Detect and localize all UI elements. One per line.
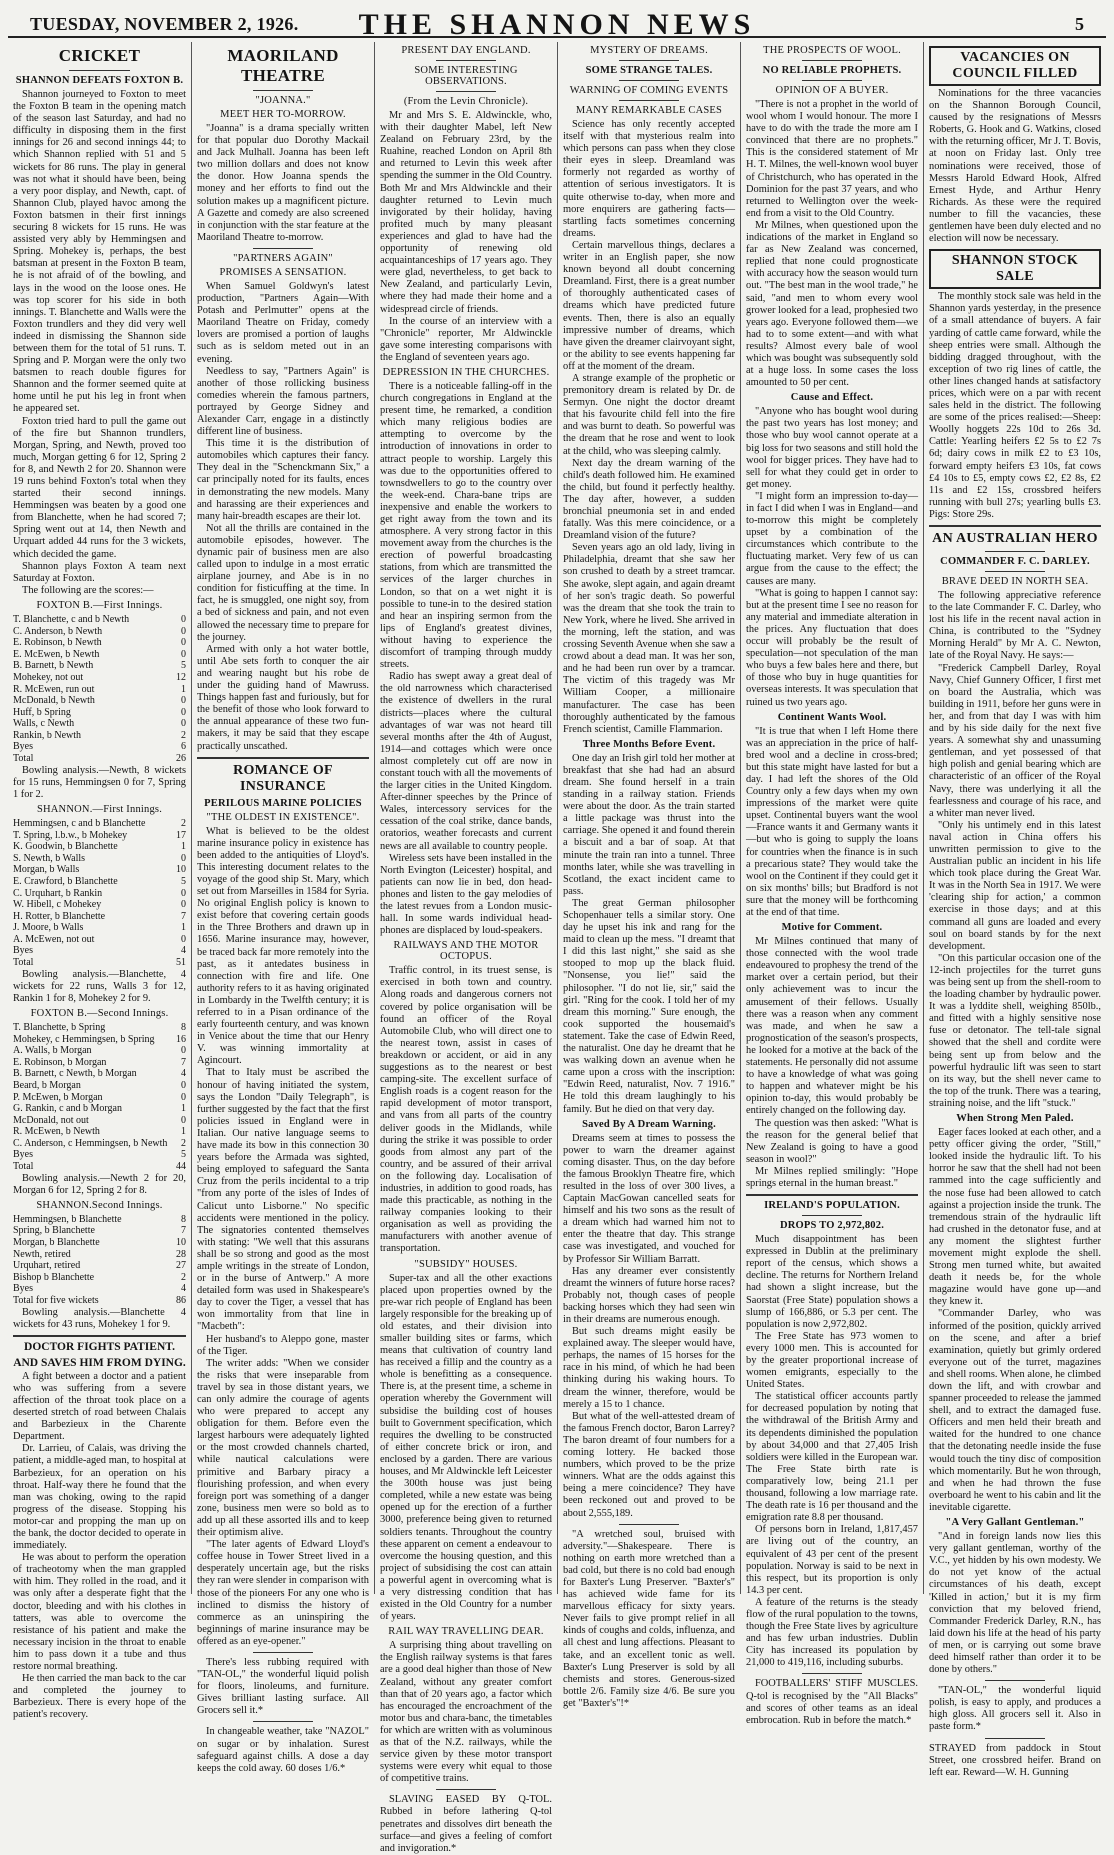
joanna-subhead: "JOANNA.": [255, 95, 311, 106]
score-row: [13, 1283, 186, 1295]
column-3: [374, 42, 557, 1854]
batsman: E. Robinson, b Morgan: [13, 1056, 107, 1068]
runs: 5: [181, 1149, 186, 1161]
paragraph: Her husband's to Aleppo gone, master of the Tiger.: [197, 1333, 369, 1357]
paragraph: There is a noticeable falling-off in the church congregations in England at the present time, he remarked, a condition which many religious bodies are attempting to overcome by the introduction of innovations in order to attract people to worship. Largely this was due to the opportunities offered to townsdwellers to go to the country over the week-end. Chara-bane trips are inexpensive and enable the workers to get right away from the town and its atmosphere. A very strong factor in this movement away from the churches is the erection of powerful broadcasting stations, from which are transmitted the services of the larger churches in London, so that on a wet night it is possible to tune-in to the desired station and hear an inspiring sermon from the lips of England's greatest divines, without having to experience the discomfort of tramping through muddy streets.: [380, 380, 552, 671]
joanna-body: [197, 123, 369, 244]
churches-body: [380, 381, 552, 937]
score-row: [13, 1103, 186, 1115]
runs: 1: [181, 1103, 186, 1115]
shannon2-title: SHANNON.Second Innings.: [36, 1199, 163, 1211]
vacancies-body: [929, 88, 1101, 245]
runs: 7: [181, 1056, 186, 1068]
runs: 0: [181, 648, 186, 660]
paragraph: "The later agents of Edward Lloyd's coffee house in Tower Street lived in a desperately uncertain age, but the risks they ran were slender in comparison with those of the pioneers For any one who is inclined to dismiss the history of commerce as an uninspiring the beginnings of marine insurance may be offered as an eye-opener.": [197, 1539, 369, 1647]
paragraph: A strange example of the prophetic or premonitory dream is related by Dr. de Sermyn. One night the doctor dreamt that his favourite child fell into the fire and was burnt to death. So powerful was the dream that he rose and went to look at the child, who was sleeping calmly.: [563, 372, 735, 457]
paragraph: Super-tax and all the other exactions placed upon properties owned by the pre-war rich people of England has been largely responsible for the breaking up of old estates, and their division into smaller building sites or farms, which means that cultivation of country land has received a fillip and the country as a whole is benefitting as a consequence. There is, at the present time, a scheme in operation whereby the Government will subsidise the building cost of houses built to Government specification, which requires the dwelling to be constructed of either concrete brick or iron, and enclosed by a garden. There are various houses, and Mr Aldwinckle left Leicester the 300th house was just being completed, while a new estate was being opened up for the erection of a further 3000, preference being given to returned soldiers tenants. Throughout the country these apparent on cement a endeavour to overcome the housing question, and this project of subsidising the cost can attain a powerful agent in overcoming what is a very distressing condition that has existed in the Old Country for a number of years.: [380, 1272, 552, 1623]
paragraph: "And in foreign lands now lies this very gallant gentleman, worthy of the V.C., yet hidden by his own modesty. We do not yet know of the actual circumstances of his death, except 'Killed in action,' but it is my firm conviction that my beloved friend, Commander Frederick Darley, R.N., has laid down his life at the head of his party of men, or is carrying out some brave deed himself rather than order it to be done by others.": [929, 1531, 1101, 1676]
runs: 0: [181, 899, 186, 911]
subsidy-body: [380, 1273, 552, 1624]
england-subhead: SOME INTERESTING OBSERVATIONS.: [414, 65, 518, 87]
batsman: Rankin, b Newth: [13, 729, 82, 741]
tanol-ad: There's less rubbing required with "TAN-OL," the wonderful liquid polish for floors, linoleums, and furniture. Gives brilliant lasting surface. All Grocers sell it.*: [197, 1656, 369, 1717]
railways-body: [380, 965, 552, 1255]
batsman: E. Crawford, b Blanchette: [13, 875, 118, 887]
foxton2-total: Total 44: [13, 1161, 186, 1173]
batsman: E. Robinson, b Newth: [13, 637, 102, 649]
paragraph: Has any dreamer ever consistently dreamt the winners of future horse races? Probably not, though cases of people backing horses which they had seen win in their dreams are numerous enough.: [563, 1265, 735, 1325]
hero-subhead: COMMANDER F. C. DARLEY.: [940, 556, 1090, 567]
rail-travel-body: [380, 1640, 552, 1785]
doctor-subhead: AND SAVES HIM FROM DYING.: [13, 1356, 186, 1369]
dreams-body-1: [563, 119, 735, 736]
qtol-ad: SLAVING EASED BY Q-TOL. Rubbed in before lathering Q-tol penetrates and dissolves dirt beneath the surface—and gives a feeling of comfort and invigoration.*: [380, 1794, 552, 1854]
score-row: [13, 922, 186, 934]
shannon2-total: Total for five wickets 86: [13, 1295, 186, 1306]
runs: 17: [176, 829, 186, 841]
paragraph: A surprising thing about travelling on the English railway systems is that fares are a good deal higher than those of New Zealand, without any greater comfort than that of 20 years ago, a factor which has encouraged the encroachment of the motor bus and chara-banc, the timetables for which are written with as voluminous as that of the N.Z. railways, while the service given by these motor transport systems were every whit equal to those of competitive trains.: [380, 1640, 552, 1785]
paragraph: Radio has swept away a great deal of the old narrowness which characterised the existence of dwellers in the rural districts—places where the cultural advantages of war was not heard till several months after the 4th of August, 1914—and cottages which were once almost completely cut off are now in constant touch with all the movements of the larger cities in the United Kingdom. After-dinner speeches by the Prince of Wales, intercessory services for the cessation of the coal strike, dance bands, oratorios, weather forecasts and current news are all available to country people.: [380, 671, 552, 852]
paragraph: "Frederick Campbell Darley, Royal Navy, Chief Gunnery Officer, I first met on board the Australia, which was building in 1911, before her guns were in her, and from that day I was with him and by his side daily for the next five years. A somewhat shy and unassuming gentleman, and yet possessed of that high polish and genial bearing which are characteristic of an officer of the Royal Navy, there was underlying it all the fearlessness and courage of his race, and a whiter man never lived.: [929, 662, 1101, 819]
paragraph: Mr Milnes replied smilingly: "Hope springs eternal in the human breast.": [746, 1165, 918, 1189]
rail-travel-subhead: RAIL WAY TRAVELLING DEAR.: [388, 1626, 544, 1638]
paragraph: "Anyone who has bought wool during the past two years has lost money; and those who buy wool cannot operate at a big loss for two seasons and still hold the wool for bigger prices. They have had to sell for what they could get in order to get money.: [746, 406, 918, 490]
paragraph: Next day the dream warning of the child's death followed him. He examined the child, but found it perfectly healthy. The day after, however, a sudden bronchial pneumonia set in and ended fatally. Was this mere coincidence, or a Dreamland vision of the future?: [563, 457, 735, 542]
shannon1-scorecard: [13, 818, 186, 957]
score-row: [13, 1225, 186, 1237]
paragraph: This time it is the distribution of automobiles which captures their fancy. They deal in the "Schenckmann Six," a car principally noted for its faults, ences in demonstrating the new models. Many and harassing are their experiences and many hair-breadth escapes are their lot.: [197, 438, 369, 522]
score-row: [13, 718, 186, 730]
batsman: C. Anderson, c Hemmingsen, b Newth: [13, 1137, 168, 1149]
runs: 1: [181, 1126, 186, 1138]
score-row: [13, 649, 186, 661]
shannon1-total: Total 51: [13, 957, 186, 969]
batsman: R. McEwen, run out: [13, 683, 95, 695]
score-row: [13, 841, 186, 853]
paragraph: Nominations for the three vacancies on the Shannon Borough Council, caused by the resignations of Messrs Roberts, G. Hook and G. Watkins, closed with the returning officer, Mr J. T. Bovis, at noon on Friday last. Only tree nominations were received, those of Messrs Harold Edward Hook, Alfred Ernest Hyde, and Arthur Henry Richards. As these were the required number to fill the vacancies, these gentlemen have been duly elected and no election will now be necessary.: [929, 88, 1101, 245]
paragraph: Seven years ago an old lady, living in Philadelphia, dreamt that she saw her son crushed to death by a street tramcar. She awoke, slept again, and again dreamt of her son's tragic death. So powerful was the dream that she took the train to New York, where he lived. She arrived in the morning, left the station, and was crossing Seventh Avenue when she saw a crowd about a dead man. It was her son, and he had been run over by a tramcar. The victim of this tragedy was Mr William Cooper, a millionaire manufacturer. The case has been thoroughly authenticated by the famous French scientist, Camille Flammarion.: [563, 542, 735, 735]
batsman: Byes: [13, 1283, 33, 1295]
partners-subhead-2: PROMISES A SENSATION.: [219, 266, 347, 278]
paragraph: In the course of an interview with a "Chronicle" reporter, Mr Aldwinckle gave some interesting comparisons with the England of seventeen years ago.: [380, 315, 552, 363]
ireland-subhead: DROPS TO 2,972,802.: [779, 1220, 885, 1232]
doctor-headline: DOCTOR FIGHTS PATIENT.: [24, 1340, 175, 1353]
score-row: [13, 684, 186, 696]
dreams-headline: MYSTERY OF DREAMS.: [590, 45, 708, 56]
paragraph: "It is true that when I left Home there was an appreciation in the price of half-bred wool and a decline in cross-bred; but this state might have lasted for but a day. I had left the shores of the Old Country only a few days when my own impressions of the market were quite upset. Continental buyers want the wool—France wants it and Germany wants it—but who is going to supply the loans for countries when the finance is in such a precarious state? They would take the wool on the Continent if they could get it on six months' bills; but Bradford is not sure that the money will be forthcoming at the end of that time.: [746, 725, 918, 918]
score-row: [13, 707, 186, 719]
ireland-headline: IRELAND'S POPULATION.: [764, 1200, 900, 1212]
runs: 0: [181, 1114, 186, 1126]
column-6: [923, 42, 1106, 1778]
runs: 0: [181, 1045, 186, 1057]
foxton2-bowling: Bowling analysis.—Newth 2 for 20, Morgan 6 for 12, Spring 2 for 8.: [13, 1172, 186, 1196]
foxton1-total: Total 26: [13, 753, 186, 765]
batsman: Huff, b Spring: [13, 706, 71, 718]
newspaper-title: THE SHANNON NEWS: [358, 8, 756, 41]
score-row: [13, 1092, 186, 1104]
score-row: [13, 1080, 186, 1092]
cricket-headline: CRICKET: [58, 46, 141, 65]
masthead: [8, 6, 1106, 41]
foxton2-scorecard: [13, 1022, 186, 1161]
batsman: T. Blanchette, b Spring: [13, 1021, 106, 1033]
score-row: [13, 1115, 186, 1127]
paragraph: The writer adds: "When we consider the risks that were inseparable from travel by sea in those distant years, we can only admire the courage of agents who were prepared to accept any obligation for them. Before even the largest harbours were adequately lighted or the most crowded channels charted, while nautical calculations were primitive and Barbary piracy a flourishing profession, and when every foreign port was something of a danger zone, business men were so bold as to add up all these assorted ills and to keep their optimism alive.: [197, 1357, 369, 1539]
paragraph: A feature of the returns is the steady flow of the rural population to the towns, though the Free State lives by agriculture and has few urban industries. Dublin City has increased its population by 21,000 to 419,116, including suburbs.: [746, 1596, 918, 1669]
runs: 10: [176, 1237, 186, 1249]
paragraph: He then carried the man back to the car and completed the journey to Barbezieux. There is every hope of the patient's recovery.: [13, 1673, 186, 1721]
cricket-body: [13, 89, 186, 597]
runs: 8: [181, 1213, 186, 1225]
wool-headline: THE PROSPECTS OF WOOL.: [763, 45, 901, 56]
runs: 0: [181, 613, 186, 625]
paragraph: Science has only recently accepted itself with that mysterious realm into which persons can pass when they close their eyes in sleep. Dreamland was formerly not regarded as worthy of attention of serious investigators. It is quite otherwise to-day, when more and more enquirers are gathering facts—startling facts sometimes concerning dreams.: [563, 119, 735, 239]
batsman: A. McEwen, not out: [13, 933, 95, 945]
batsman: B. Barnett, c Newth, b Morgan: [13, 1068, 137, 1080]
paragraph: Traffic control, in its truest sense, is exercised in both town and country. Along roads and dangerous corners not covered by police organisation will be found an officer of the Royal Automobile Club, who will direct one to the nearest town, assist in cases of breakdown or accident, or aid in any suggestions as to the nearest or best camping-site. The excellent surface of English roads is a cogent reason for the rapid development of motor transport, and vans from all parts of the country deliver goods in the Midlands, while during the strike it was possible to order goods from almost any part of the country, and be assured of their arrival on the following day. Localisation of industries, in addition to good roads, has made this practicable, as nothing in the railway companies looking to their organisation as well as providing the manufacturers with another avenue of transportation.: [380, 965, 552, 1255]
batsman: P. McEwen, b Morgan: [13, 1091, 103, 1103]
wool-body-3: [746, 726, 918, 920]
strayed-notice: STRAYED from paddock in Stout Street, one crossbred heifer. Brand on left ear. Reward—W. H. Gunning: [929, 1742, 1101, 1778]
motive-subhead: Motive for Comment.: [781, 922, 883, 934]
batsman: A. Walls, b Morgan: [13, 1045, 92, 1057]
wool-body-2: [746, 406, 918, 708]
churches-subhead: DEPRESSION IN THE CHURCHES.: [382, 366, 550, 378]
runs: 4: [181, 945, 186, 957]
paragraph: That to Italy must be ascribed the honour of having initiated the system, says the London "Daily Telegraph", is further suggested by the fact that the first policies issued in England were in Italian. Our native language seems to have made its bow in this connection 30 years before the Armada was sighted, being employed to safeguard the Santa Cruz from the perils incidental to a trip "from any porte of the isles of Indes of Calicut unto Lisborne." No specific accidents were mentioned in the policy. The signatories contented themselves with stating: "We well that this assurans shall be so strong and good as the most ample writings in the streate of London, or in the burse of Antwerp." A more detailed form was used in Shakespeare's day to cover the Tiger, a vessel that has won immortality from that line in "Macbeth":: [197, 1067, 369, 1333]
score-row: [13, 934, 186, 946]
batsman: Byes: [13, 741, 33, 753]
runs: 0: [181, 706, 186, 718]
insurance-headline: ROMANCE OF INSURANCE: [233, 762, 333, 794]
paragraph: The statistical officer accounts partly for decreased population by noting that the withdrawal of the British Army and its dependents diminished the population by about 34,000 and that 27,405 Irish soldiers were killed in the European war. The Free State birth rate is comparatively low, being 21.1 per thousand, following a low marriage rate. The death rate is 16 per thousand and the emigration rate 8.8 per thousand.: [746, 1391, 918, 1524]
batsman: H. Rotter, b Blanchette: [13, 910, 106, 922]
batsman: B. Barnett, b Newth: [13, 660, 94, 672]
batsman: Urquhart, retired: [13, 1260, 81, 1272]
batsman: Morgan, b Blanchette: [13, 1237, 100, 1249]
column-2: [191, 42, 374, 1774]
runs: 2: [181, 1271, 186, 1283]
england-body-1: [380, 110, 552, 364]
wool-body-4: [746, 936, 918, 1190]
foxton2-title: FOXTON B.—Second Innings.: [30, 1007, 169, 1019]
score-row: [13, 1045, 186, 1057]
partners-subhead: "PARTNERS AGAIN": [233, 252, 333, 264]
paragraph: "Commander Darley, who was informed of the position, quickly arrived on the scene, and after a brief examination, quietly but grimly ordered everyone out of the turret, magazines and shell rooms. When alone, he climbed down the lift, and with crowbar and spanner proceeded to release the jammed shell, and to extract the damaged fuse. Officers and men held their breath and waited for the hundred to one chance that the detonating needle inside the fuse would touch the tiny disc of composition which momentarily. But he won through, and when he had thrown the fuse overboard he went to his cabin and lit the inevitable cigarette.: [929, 1308, 1101, 1513]
batsman: J. Moore, b Walls: [13, 922, 84, 934]
runs: 7: [181, 910, 186, 922]
shannon2-scorecard: [13, 1214, 186, 1295]
runs: 6: [181, 741, 186, 753]
england-source: (From the Levin Chronicle).: [403, 96, 529, 107]
paragraph: The following are the scores:—: [22, 584, 154, 596]
score-row: [13, 1068, 186, 1080]
doctor-body: [13, 1371, 186, 1722]
score-row: [13, 1138, 186, 1150]
paragraph: Foxton tried hard to pull the game out of the fire but Shannon trundlers, Morgan, Spring, and Newth, proved too much, Morgan getting 6 for 12, Spring 2 for 8, and Newth 2 for 20. Shannon were 19 runs behind Foxton's total when they started their second innings. Hemmingsen was beaten by a good one from Blanchette, when he had scored 7; Spring went out at 14, then Newth and Urquart added 44 runs for the 3 wickets, which decided the game.: [13, 415, 186, 560]
footballers-ad: FOOTBALLERS' STIFF MUSCLES. Q-tol is recognised by the "All Blacks" and scores of other teams as an ideal embrocation. Rub in before the match.*: [746, 1678, 918, 1726]
runs: 0: [181, 887, 186, 899]
hero-body-3: [929, 1531, 1101, 1676]
paragraph: Dr. Larrieu, of Calais, was driving the patient, a middle-aged man, to hospital at Barbezieux, for an operation on his throat. Half-way there he found that the man was choking, owing to the rapid progress of the disease. Stopping his motor-car and propping the man up on the bank, the doctor decided to operate in immediately.: [13, 1443, 186, 1552]
wool-body-1: [746, 99, 918, 389]
paragraph: Needless to say, "Partners Again" is another of those rollicking business comedies wherein the famous partners, portrayed by George Sidney and Alexander Carr, engage in a distinctly different line of business.: [197, 365, 369, 438]
insurance-subhead-2: "THE OLDEST IN EXISTENCE".: [206, 811, 360, 823]
paragraph: The following appreciative reference to the late Commander F. C. Darley, who lost his life in the recent naval action in China, is contributed to the "Sydney Morning Herald" by Mr A. C. Newton, late of the Royal Navy. He says:—: [929, 590, 1101, 662]
wool-subhead-2: OPINION OF A BUYER.: [775, 85, 889, 96]
dreams-body-2: [563, 753, 735, 1116]
paragraph: Eager faces looked at each other, and a petty officer giving the order, "Still," looked inside the hydraulic lift. To his horror he saw that the shell had not been rammed into the cage sufficiently and the nose fuse had been allowed to catch against a projection inside the trunk. The tremendous strain of the hydraulic lift had crushed in the detonator fuse, and at any moment the slightest further movement might explode the shell. Strong men turned white, but awaited death it needs be, for the whole magazine would have gone up—and they knew it.: [929, 1127, 1101, 1308]
batsman: McDonald, not out: [13, 1114, 89, 1126]
paragraph: He was about to perform the operation of tracheotomy when the man grappled with him. They rolled in the road, and it was only after a desperate fight that the doctor, bleeding and with his clothes in tatters, was able to overcome the resistance of his patient and make the necessary incision in the throat to enable him to pass down it a tube and thus restore normal breathing.: [13, 1552, 186, 1673]
shannon1-bowling: Bowling analysis.—Blanchette, 4 wickets for 22 runs, Walls 3 for 12, Rankin 1 for 8, Mohekey 2 for 9.: [13, 968, 186, 1004]
dreams-subhead-3: MANY REMARKABLE CASES: [575, 105, 723, 116]
railways-subhead: RAILWAYS AND THE MOTOR OCTOPUS.: [393, 940, 539, 963]
cause-subhead: Cause and Effect.: [790, 392, 874, 404]
score-row: [13, 1237, 186, 1249]
partners-body: [197, 281, 369, 753]
batsman: Byes: [13, 945, 33, 957]
runs: 0: [181, 637, 186, 649]
runs: 0: [181, 1079, 186, 1091]
runs: 0: [181, 718, 186, 730]
runs: 4: [181, 1283, 186, 1295]
runs: 0: [181, 695, 186, 707]
batsman: Hemmingsen, b Blanchette: [13, 1213, 122, 1225]
stock-sale-body: [929, 291, 1101, 521]
runs: 5: [181, 660, 186, 672]
batsman: C. Urquhart, b Rankin: [13, 887, 103, 899]
paragraph: "On this particular occasion one of the 12-inch projectiles for the turret guns was being sent up from the shell-room to the loading chamber by hydraulic power. It was a lyddite shell, weighing 850lb., and fitted with a highly sensitive nose fuse or detonator. The tell-tale signal showed that the shell and cordite were being sent up from below and the powerful hydraulic lift was seen to start on its way, but the shell never came to the top of the trunk. There was a tearing, straining noise, and the lift "stuck.": [929, 952, 1101, 1109]
runs: 8: [181, 1021, 186, 1033]
runs: 0: [181, 625, 186, 637]
score-row: [13, 888, 186, 900]
paragraph: What is believed to be the oldest marine insurance policy in existence has been added to the antiquities of Lloyd's. This interesting document relates to the voyage of the good ship St. Mary, which set out from Marseilles in 1584 for Syria. No original English policy is known to exist before that covering certain goods in the Three Brothers and drawn up in 1656. Marine insurance may, however, be traced back far more remotely into the past, as it antedates business in connection with fire and life. One authority refers to it as having originated in Lombardy in the Twelfth century; it is referred to in a Pisan ordinance of the early fourteenth century, and was known in Venice about the time that our Henry V. was winning immortality at Agincourt.: [197, 825, 369, 1067]
paragraph: Dreams seem at times to possess the power to warn the dreamer against coming disaster. Thus, on the day before the famous Brooklyn Theatre fire, which resulted in the loss of over 300 lives, a Captain MacGowan cancelled seats for himself and his two sons as the result of a dream which had warned him not to enter the theatre that day. This strange case was investigated, and vouched for by Professor Sir William Barratt.: [563, 1132, 735, 1265]
runs: 5: [181, 875, 186, 887]
dreams-body-3: [563, 1133, 735, 1520]
score-row: [13, 830, 186, 842]
issue-date: TUESDAY, NOVEMBER 2, 1926.: [30, 14, 299, 34]
batsman: T. Spring, l.b.w., b Mohekey: [13, 829, 128, 841]
cricket-subhead: SHANNON DEFEATS FOXTON B.: [15, 75, 184, 86]
baxters-ad: "A wretched soul, bruised with adversity."—Shakespeare. There is nothing on earth more wretched than a bad cold, but there is no cold bad enough for Baxter's Lung Preserver. "Baxter's" has achieved wide fame for its marvellous efficacy for sixty years. Never fails to give prompt relief in all kinds of coughs and colds, influenza, and all chest and lung affections. Pleasant to take, and an excellent tonic as well. Baxter's Lung Preserver is sold by all chemists and stores. Generous-sized bottle 2/6. Family size 4/6. Be sure you get "Baxter's"!*: [563, 1528, 735, 1709]
paragraph: Wireless sets have been installed in the North Evington (Leicester) hospital, and patients can now lie in bed, don head-phones and listen to the gay melodies of the latest revues from a London music-hall. In some wards individual head-phones are displaced by loud-speakers.: [380, 852, 552, 937]
shannon2-bowling: Bowling analysis.—Blanchette 4 wickets for 43 runs, Mohekey 1 for 9.: [13, 1306, 186, 1330]
england-headline: PRESENT DAY ENGLAND.: [401, 45, 531, 56]
paragraph: Certain marvellous things, declares a writer in an English paper, she now known beyond all doubt concerning Dreamland. First, there is a great number of thoroughly authenticated cases of dreams which have predicted future events. Then, there is also an equally impressive number of dreams, which have given the dreamer clairvoyant sight, or the ability to see events happening far off at the moment of the dream.: [563, 239, 735, 372]
paragraph: "Joanna" is a drama specially written for that popular duo Dorothy Mackail and Jack Mulhall. Joanna has been left two million dollars and does not know the donor. How Joanna spends the money and her efforts to find out the solution makes up a magnificent picture. A Gazette and comedy are also screened in conjunction with the star feature at the Maoriland Theatre to-morrow.: [197, 123, 369, 243]
joanna-subhead-2: MEET HER TO-MORROW.: [220, 109, 346, 120]
batsman: Bishop b Blanchette: [13, 1271, 95, 1283]
foxton1-bowling: Bowling analysis.—Newth, 8 wickets for 15 runs, Hemmingsen 0 for 7, Spring 1 for 2.: [13, 764, 186, 800]
batsman: S. Newth, b Walls: [13, 852, 86, 864]
hero-subhead-2: BRAVE DEED IN NORTH SEA.: [941, 576, 1089, 587]
batsman: G. Rankin, c and b Morgan: [13, 1103, 122, 1115]
score-row: [13, 660, 186, 672]
page-number: 5: [1075, 14, 1084, 34]
score-row: [13, 853, 186, 865]
runs: 0: [181, 852, 186, 864]
batsman: E. McEwen, b Newth: [13, 648, 100, 660]
hero-body-2: [929, 1127, 1101, 1514]
column-5: [740, 42, 923, 1726]
nazol-ad: In changeable weather, take "NAZOL" on sugar or by inhalation. Surest safeguard against chills. A dose a day keeps the cold away. 60 doses 1/6.*: [197, 1726, 369, 1774]
vacancies-headline: VACANCIES ON COUNCIL FILLED: [929, 46, 1101, 86]
paragraph: Mr Milnes, when questioned upon the indications of the market in England so far as New Zealand was concerned, replied that none could prognosticate with accuracy how the season would turn out. "The best man in the wool trade," he said, "and men to whom every wool grower looked for a lead, prophesied two years ago. Everyone followed them—we had to to some extent—and with what results? Almost every bale of wool which was bought was subsequently sold at a huge loss. In some cases the loss amounted to 50 per cent.: [746, 219, 918, 389]
wool-subhead: NO RELIABLE PROPHETS.: [762, 65, 902, 76]
paragraph: The question was then asked: "What is the reason for the general belief that New Zealand is going to have a good season in wool?": [746, 1117, 918, 1165]
tanol-ad-2: "TAN-OL," the wonderful liquid polish, is easy to apply, and produces a high gloss. All grocers sell it. Also in paste form.*: [929, 1685, 1101, 1733]
score-row: [13, 876, 186, 888]
paragraph: Armed with only a hot water bottle, until Abe sets forth to conquer the air and wearing naught but his robe de under the guiding hand of Mawruss. Things happen fast and furiously, but for the benefit of those who look forward to the annual appearance of these two fun-makers, it may be said that they escape practically unscathed.: [197, 643, 369, 752]
runs: 1: [181, 922, 186, 934]
score-row: [13, 1022, 186, 1034]
batsman: Morgan, b Walls: [13, 864, 80, 876]
paragraph: "I might form an impression to-day—in fact I did when I was in England—and to-morrow this might be completely upset by a combination of the circumstances which contribute to the fluctuating market. Very few of us can argue from the cause to the effect; the causes are many.: [746, 490, 918, 587]
paragraph: But what of the well-attested dream of the famous French doctor, Baron Larrey? The baron dreamt of four numbers for a coming lottery. He backed those numbers, which proved to be the prize winners. What are the odds against this being a mere coincidence? They have been reckoned out and proved to be about 2,555,189.: [563, 1410, 735, 1519]
column-1: [8, 42, 191, 1721]
batsman: Spring, b Blanchette: [13, 1225, 95, 1237]
batsman: Mohekey, not out: [13, 671, 84, 683]
runs: 4: [181, 1068, 186, 1080]
batsman: W. Hibell, c Mohekey: [13, 899, 102, 911]
paragraph: Shannon plays Foxton A team next Saturday at Foxton.: [13, 560, 186, 584]
paragraph: The Free State has 973 women to every 1000 men. This is accounted for by the greater proportional increase of women emigrants, especially to the United States.: [746, 1330, 918, 1391]
columns: [8, 42, 1106, 1854]
insurance-subhead: PERILOUS MARINE POLICIES: [204, 797, 362, 809]
continent-subhead: Continent Wants Wool.: [777, 711, 887, 723]
paragraph: One day an Irish girl told her mother at breakfast that she had had an absurd dream. She found herself in a train standing in a railway station. Friends were about the door. As the train started a little package was thrust into the carriage. She opened it and found therein a biscuit and a bar of soap. At that minute the train ran into a tunnel. Three months later, while she was travelling in Scotland, the exact incident came to pass.: [563, 752, 735, 897]
paragraph: Mr and Mrs S. E. Aldwinckle, who, with their daughter Mabel, left New Zealand on February 23rd, by the Ruahine, reached London on April 8th and returned to Levin this week after spending the summer in the Old Country. Both Mr and Mrs Aldwinckle and their daughter returned to Levin much invigorated by their holiday, having profited much by many pleasant experiences and glad to have had the opportunity of renewing old acquaintanceships of 17 years ago. They were glad, nevertheless, to get back to New Zealand, and particularly Levin, where they had made their home and a widespread circle of friends.: [380, 110, 552, 315]
dreams-subhead: SOME STRANGE TALES.: [585, 65, 713, 76]
score-row: [13, 637, 186, 649]
paragraph: A fight between a doctor and a patient who was suffering from a severe affection of the throat took place on a deserted stretch of road between Chalais and Barbezieux in the Charente Department.: [13, 1370, 186, 1443]
paragraph: Of persons born in Ireland, 1,817,457 are living out of the country, an equivalent of 43 per cent of the present population. Norway is said to be next in this respect, but its proportion is only 14.3 per cent.: [746, 1524, 918, 1596]
paragraph: The great German philosopher Schopenhauer tells a similar story. One day he upset his ink and rang for the maid to clean up the mess. "I dreamt that I did this last night," she said as she stooped to mop up the black fluid. "Nonsense, you lie!" said the philosopher. "I do not lie, sir," said the girl. "Ring for the cook. I told her of my dream this morning." Sure enough, the cook supported the housemaid's statement. Take the case of Edwin Reed, the naturalist. One day he dreamt that he was walking down an avenue when he came upon a cross with the inscription: "Edwin Reed, naturalist, Nov. 7 1916." He told this dream laughingly to his family. But he died on that very day.: [563, 897, 735, 1115]
score-row: [13, 1126, 186, 1138]
paragraph: "What is going to happen I cannot say: but at the present time I see no reason for any material and immediate alteration in the prices. Any fluctuation that does occur will probably be the result of speculation—not speculation of the man who buys a few bales here and there, but of those who buy in huge quantities for overseas interests. It was speculation that ruined us two years ago.: [746, 587, 918, 708]
batsman: Walls, c Newth: [13, 718, 75, 730]
paragraph: "There is not a prophet in the world of wool whom I would honour. The more I have to do with the trade the more am I convinced that there are no prophets." This is the considered statement of Mr H. T. Milnes, the well-known wool buyer of Christchurch, who has operated in the Dominion for the past 37 years, and who returned to Wellington over the week-end from a visit to the Old Country.: [746, 99, 918, 219]
score-row: [13, 730, 186, 742]
score-row: [13, 864, 186, 876]
paragraph: Much disappointment has been expressed in Dublin at the preliminary report of the census, which shows a decline. The returns for Northern Ireland had shown a slight increase, but the Saorstat (Free State) population shows a slump of 166,886, or 5.3 per cent. The population is now 2,972,802.: [746, 1234, 918, 1330]
shannon1-title: SHANNON.—First Innings.: [36, 803, 163, 815]
strong-men-subhead: When Strong Men Paled.: [956, 1113, 1074, 1125]
score-row: [13, 1272, 186, 1284]
batsman: T. Blanchette, c and b Newth: [13, 613, 130, 625]
score-row: [13, 945, 186, 957]
ireland-body: [746, 1234, 918, 1669]
stock-sale-headline: SHANNON STOCK SALE: [929, 249, 1101, 289]
score-row: [13, 911, 186, 923]
runs: 2: [181, 729, 186, 741]
runs: 28: [176, 1248, 186, 1260]
score-row: [13, 899, 186, 911]
runs: 1: [181, 841, 186, 853]
paragraph: When Samuel Goldwyn's latest production, "Partners Again—With Potash and Perlmutter" opens at the Maoriland Theatre on Friday, comedy lovers are promised a portion of laughs such as is seldom meted out in an evening.: [197, 280, 369, 365]
runs: 12: [176, 671, 186, 683]
paragraph: "Only his untimely end in this latest naval action in China offers his unwritten permission to give to the Australian public an incident in his life which took place during the Great War. It was in the North Sea in 1917. We were 'clearing ship for action,' a common exercise in those days; and at this command all guns are loaded and every soul on board stands by for the next development.: [929, 819, 1101, 952]
paragraph: Mr Milnes continued that many of those connected with the wool trade endeavoured to prophesy the trend of the market over a certain period, but their only achievement was to incur the amusement of their fellows. Usually there was a reason when any comment was made, and when he saw a prognostication of the season's prospects, he looked for a motive at the back of the statements. He personally did not assume to have a knowledge of what was going to happen and whatever might be his opinion to-day, this would probably be entirely changed on the following day.: [746, 936, 918, 1117]
runs: 2: [181, 817, 186, 829]
theatre-headline: MAORILAND THEATRE: [227, 46, 339, 85]
batsman: McDonald, b Newth: [13, 695, 95, 707]
score-row: [13, 1249, 186, 1261]
foxton1-title: FOXTON B.—First Innings.: [36, 599, 163, 611]
batsman: K. Goodwin, b Blanchette: [13, 841, 118, 853]
batsman: C. Anderson, b Newth: [13, 625, 103, 637]
score-row: [13, 626, 186, 638]
hero-body-1: [929, 590, 1101, 1110]
score-row: [13, 614, 186, 626]
insurance-body: [197, 826, 369, 1648]
score-row: [13, 818, 186, 830]
batsman: Mohekey, c Hemmingsen, b Spring: [13, 1033, 155, 1045]
score-row: [13, 1214, 186, 1226]
runs: 16: [176, 1033, 186, 1045]
score-row: [13, 1260, 186, 1272]
score-row: [13, 1149, 186, 1161]
dreams-subhead-2: WARNING OF COMING EVENTS: [569, 85, 729, 96]
dream-warning-subhead: Saved By A Dream Warning.: [582, 1118, 716, 1130]
runs: 27: [176, 1260, 186, 1272]
batsman: Byes: [13, 1149, 33, 1161]
paragraph: Not all the thrills are contained in the automobile episodes, however. The dynamic pair of business men are also called upon to indulge in a most erratic airplane journey, and Abe is in no condition for fisticuffing at the time. In fact, he is smuggled, one night soy, from a bed of sickness and pain, and not even allowed the necessary time to prepare for the journey.: [197, 522, 369, 643]
runs: 0: [181, 1091, 186, 1103]
paragraph: But such dreams might easily be explained away. The sleeper would have, perhaps, the names of 15 horses for the race in his mind, of which he had been thinking during his waking hours. To dream the winner, therefore, would be merely a 15 to 1 chance.: [563, 1326, 735, 1410]
batsman: Newth, retired: [13, 1248, 71, 1260]
paragraph: The monthly stock sale was held in the Shannon yards yesterday, in the presence of a small attendance of buyers. A fair yarding of cattle came forward, while the sheep entries were small. Although the bidding dragged throughout, with the exception of two rig lines of cattle, the other lines changed hands at satisfactory prices, which were on a par with recent sales held in the district. The following are some of the prices realised:—Sheep: Woolly hoggets 22s 10d to 26s 3d. Cattle: Yearling heifers £2 5s to £2 7s 6d; dairy cows in milk £2 to £3 10s, forward empty heifers £3 10s, fat cows £4 10s to £5, empty cows £2, £2 8s, £2 11s and £2 15s, crossbred heifers running with bull 27s; yearling bulls £3. Pigs: Store 29s.: [929, 291, 1101, 520]
batsman: R. McEwen, b Newth: [13, 1126, 100, 1138]
column-4: [557, 42, 740, 1709]
score-row: [13, 1034, 186, 1046]
runs: 7: [181, 1225, 186, 1237]
runs: 0: [181, 933, 186, 945]
score-row: [13, 1057, 186, 1069]
score-row: [13, 741, 186, 753]
subsidy-subhead: "SUBSIDY" HOUSES.: [414, 1258, 518, 1270]
runs: 2: [181, 1137, 186, 1149]
foxton1-scorecard: [13, 614, 186, 753]
gallant-subhead: "A Very Gallant Gentleman.": [945, 1517, 1085, 1529]
score-row: [13, 672, 186, 684]
paragraph: Shannon journeyed to Foxton to meet the Foxton B team in the opening match of the season last Saturday, and had no difficulty in disposing them in the first innings for 26 and second innings 44; to which Shannon replied with 51 and 5 wickets for 86 runs. The play in general was not what it should have been, being a very poor display, and Newth, capt. of Shannon Club, played havoc among the Foxton batsmen in their first innings securing 8 wickets for 15 runs. He was assisted very ably by Hemmingsen and Spring. Mohekey is, perhaps, the best batsman at present in the Foxton B team, he is not afraid of of the bowling, and lays in the wood on the loose ones. He was top scorer for his side in both innings. T. Blanchette and Walls were the Foxton trundlers and they did very well indeed in dismissing the Shannon side between them for the total of 51 runs. T. Spring and P. Morgan were the only two batsmen to reach double figures for Shannon and the former seemed quite at home until he put his leg in front when he appeared set.: [13, 89, 186, 415]
batsman: Beard, b Morgan: [13, 1079, 81, 1091]
score-row: [13, 695, 186, 707]
runs: 1: [181, 683, 186, 695]
batsman: Hemmingsen, c and b Blanchette: [13, 817, 146, 829]
runs: 10: [176, 864, 186, 876]
hero-headline: AN AUSTRALIAN HERO: [932, 531, 1098, 546]
three-months-subhead: Three Months Before Event.: [582, 738, 716, 750]
